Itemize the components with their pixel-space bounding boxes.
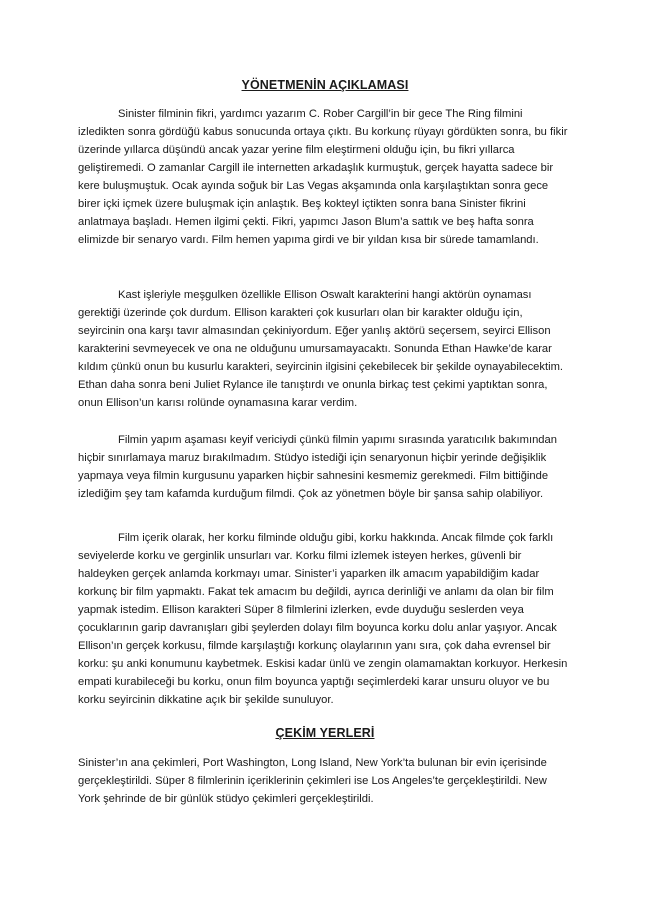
statement-paragraph-3: Filmin yapım aşaması keyif vericiydi çünkü filmin yapımı sırasında yaratıcılık bakımından hiçbir sınırlamaya maruz bırakılmadım. Stüdyo istediği için senaryonun hiçbir yerinde değişiklik yapmaya veya filmin kurgusunu yaparken hiçbir sahnesini kesmemiz gerekmedi. Film bittiğinde izlediğim şey tam kafamda kurduğum filmdi. Çok az yönetmen böyle bir şansa sahip olabiliyor. (78, 434, 557, 500)
statement-paragraph-4: Film içerik olarak, her korku filminde olduğu gibi, korku hakkında. Ancak filmde çok farklı seviyelerde korku ve gerginlik unsurları var. Korku filmi izlemek isteyen herkes, güvenli bir haldeyken gerçek anlamda korkmayı umar. Sinister’i yaparken ilk amacım yapabildiğim kadar korkunç bir film yapmaktı. Fakat tek amacım bu değildi, ayrıca derinliği ve anlamı da olan bir film yapmak istedim. Ellison karakteri Süper 8 filmlerini izlerken, evde duyduğu seslerden veya çocuklarının garip davranışları gibi şeylerden dolayı film boyunca korku dolu anlar yaşıyor. Ancak Ellison’ın gerçek korkusu, filmde karşılaştığı korkunç olaylarının yanı sıra, çok daha evrensel bir korku: şu anki konumunu kaybetmek. Eskisi kadar ünlü ve zengin olamamaktan korkuyor. Herkesin empati kurabileceği bu korku, onun film boyunca yaptığı seçimlerdeki karar unsuru oluyor ve bu korku seyircinin dikkatine açık bir şekilde sunuluyor. (78, 532, 568, 706)
locations-paragraph: Sinister’ın ana çekimleri, Port Washington, Long Island, New York’ta bulunan bir evin içerisinde gerçekleştirildi. Süper 8 filmlerinin içeriklerinin çekimleri ise Los Angeles’te gerçekleştirildi. New York şehrinde de bir günlük stüdyo çekimleri gerçekleştirildi. (78, 757, 547, 805)
statement-paragraph-1: Sinister filminin fikri, yardımcı yazarım C. Rober Cargill’in bir gece The Ring filmini izledikten sonra gördüğü kabus sonucunda ortaya çıktı. Bu korkunç rüyayı gördükten sonra, bu fikir üzerinde yıllarca düşündü ancak yazar yerine film eleştirmeni olduğu için, bu fikri yıllarca geliştiremedi. O zamanlar Cargill ile internetten arkadaşlık kurmuştuk, gerçek hayatta sadece bir kere buluşmuştuk. Ocak ayında soğuk bir Las Vegas akşamında onla karşılaştıktan sonra gece birer içki içmek üzere buluşmak için anlaştık. Beş kokteyl içtikten sonra bana Sinister fikrini anlatmaya başladı. Hemen ilgimi çekti. Fikri, yapımcı Jason Blum’a sattık ve beş hafta sonra elimizde bir senaryo vardı. Film hemen yapıma girdi ve bir yıldan kısa bir sürede tamamlandı. (78, 108, 568, 246)
filming-locations-heading: ÇEKİM YERLERİ (275, 726, 375, 740)
statement-paragraph-2: Kast işleriyle meşgulken özellikle Ellison Oswalt karakterini hangi aktörün oynaması gerektiği üzerinde çok durdum. Ellison karakteri çok kusurları olan bir karakter olduğu için, seyircinin ona karşı tavır almasından çekiniyordum. Eğer yanlış aktörü seçersem, seyirci Ellison karakterini sevmeyecek ve ona ne olduğunu umursamayacaktı. Sonunda Ethan Hawke’de karar kıldım çünkü onun bu kusurlu karakteri, seyircinin ilgisini çekebilecek bir şekilde oynayabilecektim. Ethan daha sonra beni Juliet Rylance ile tanıştırdı ve onunla birkaç test çekimi yaptıktan sonra, onun Ellison’un karısı rolünde oynamasına karar verdim. (78, 289, 564, 409)
directors-statement-heading: YÖNETMENİN AÇIKLAMASI (241, 78, 409, 92)
